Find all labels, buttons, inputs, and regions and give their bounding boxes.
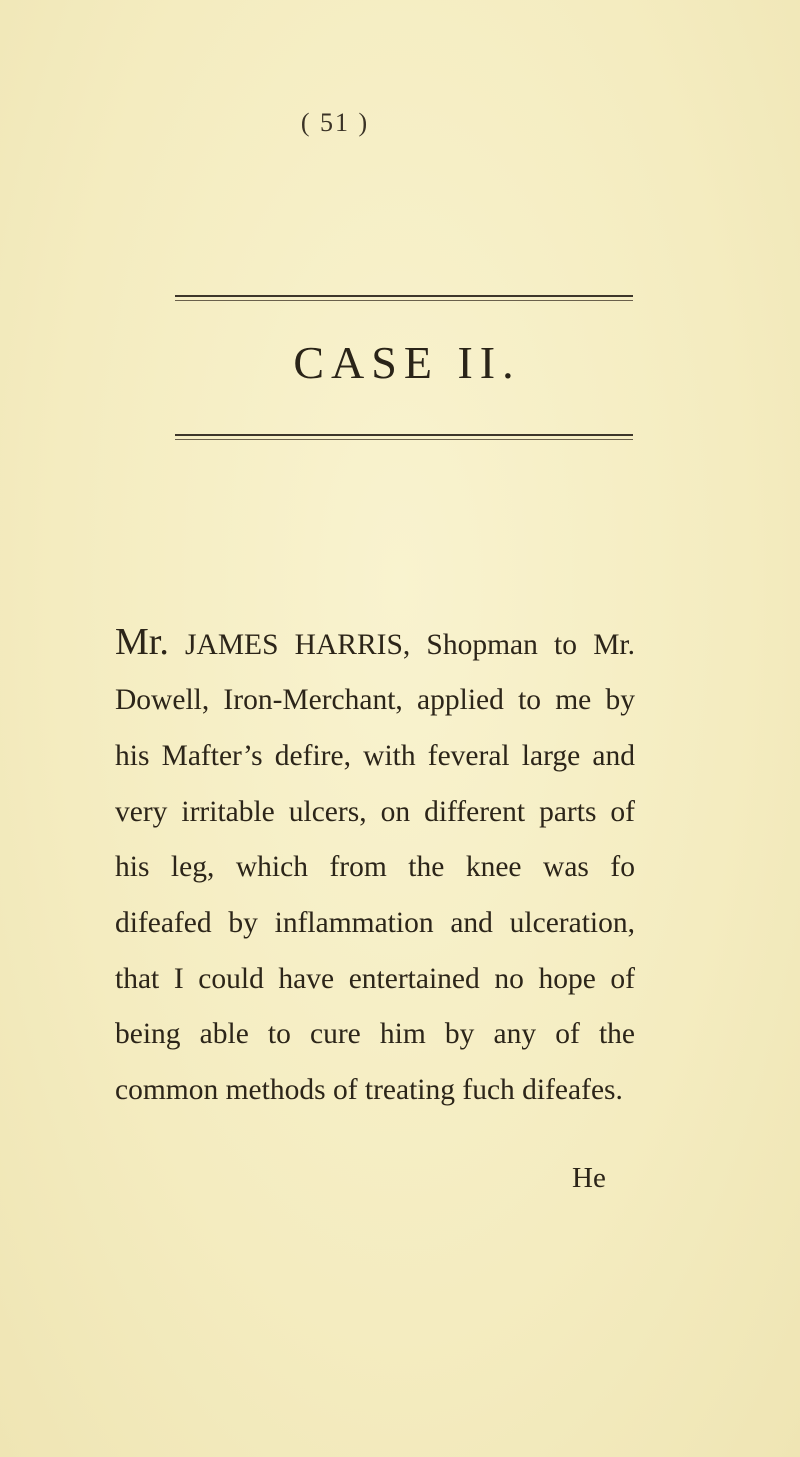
case-paragraph [115, 615, 635, 1119]
bottom-double-rule [175, 434, 633, 436]
paragraph-lead: Mr. [115, 620, 169, 663]
paragraph-body: JAMES HARRIS, Shopman to Mr. Dowell, Iron-Merchant, applied to me by his Mafter’s defire, with feveral large and very irritable ulcers, on different parts of his leg, which from the knee was fo difeafed by inflammation and ulceration, that I could have entertained no hope of being able to cure him by any of the common methods of treating fuch difeafes. [115, 628, 635, 1107]
page-number: ( 51 ) [300, 108, 370, 137]
top-double-rule [175, 295, 633, 297]
case-heading: CASE II. [293, 337, 521, 388]
catchword: He [572, 1162, 606, 1194]
